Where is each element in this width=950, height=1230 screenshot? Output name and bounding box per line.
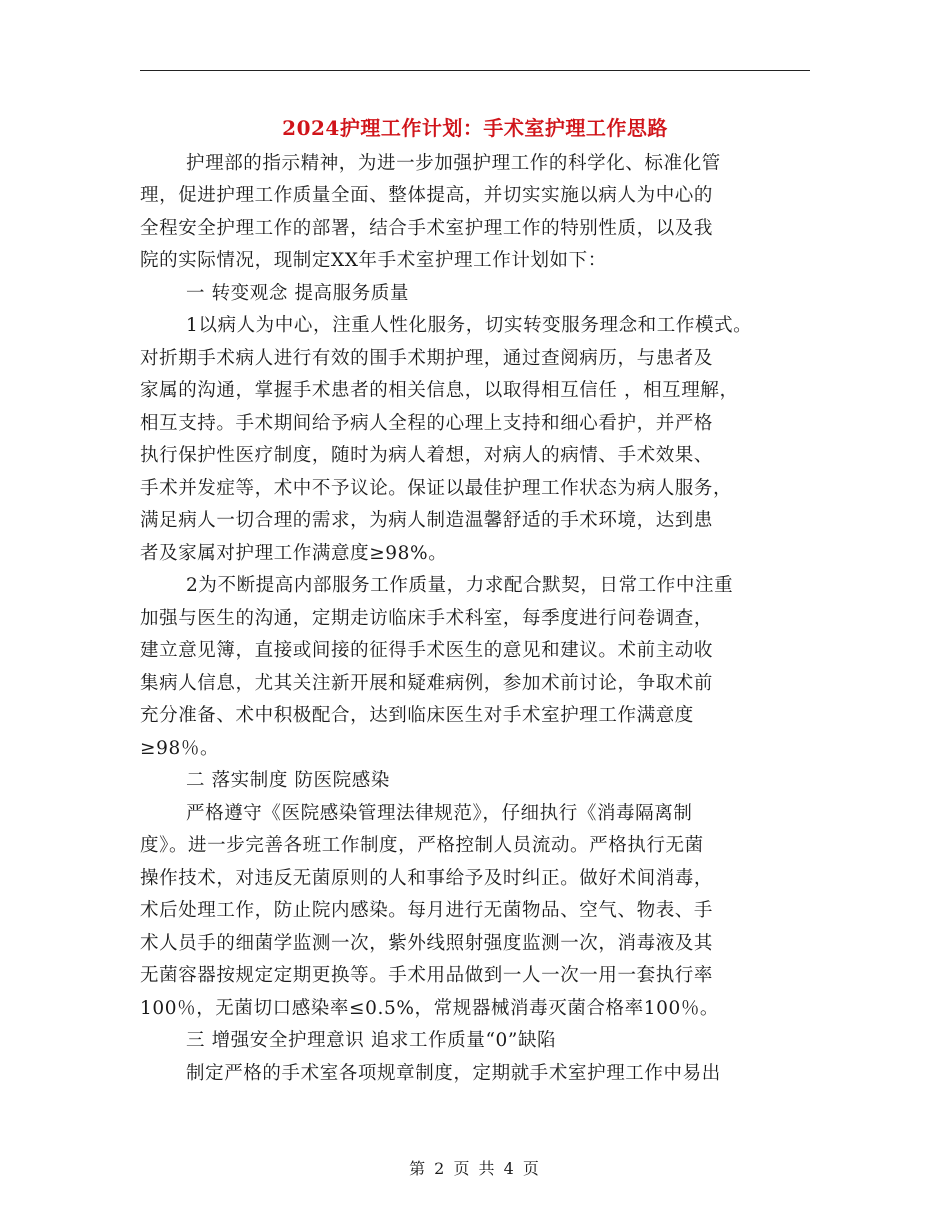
- body-line: 1以病人为中心，注重人性化服务，切实转变服务理念和工作模式。: [186, 315, 753, 336]
- body-line: 充分准备、术中积极配合，达到临床医生对手术室护理工作满意度: [140, 705, 694, 726]
- body-line: 制定严格的手术室各项规章制度，定期就手术室护理工作中易出: [186, 1063, 721, 1084]
- body-line: 度》。进一步完善各班工作制度，严格控制人员流动。严格执行无菌: [140, 835, 704, 856]
- body-line: ≥98％。: [140, 738, 220, 759]
- body-line: 严格遵守《医院感染管理法律规范》，仔细执行《消毒隔离制: [186, 803, 693, 824]
- header-rule: [140, 70, 810, 71]
- body-line: 术后处理工作，防止院内感染。每月进行无菌物品、空气、物表、手: [140, 900, 714, 921]
- body-line: 家属的沟通，掌握手术患者的相关信息，以取得相互信任 ，相互理解，: [140, 380, 739, 401]
- body-line: 术人员手的细菌学监测一次，紫外线照射强度监测一次，消毒液及其: [140, 933, 714, 954]
- page-footer: 第 2 页 共 4 页: [409, 1159, 541, 1178]
- body-line: 者及家属对护理工作满意度≥98%。: [140, 543, 448, 564]
- body-line: 护理部的指示精神，为进一步加强护理工作的科学化、标准化管: [186, 153, 721, 174]
- document-title: 2024护理工作计划：手术室护理工作思路: [282, 116, 668, 140]
- body-line: 2为不断提高内部服务工作质量，力求配合默契，日常工作中注重: [186, 575, 734, 596]
- body-line: 院的实际情况，现制定XX年手术室护理工作计划如下：: [140, 250, 607, 271]
- section-heading: 二 落实制度 防医院感染: [186, 770, 390, 791]
- body-line: 对折期手术病人进行有效的围手术期护理，通过查阅病历，与患者及: [140, 348, 714, 369]
- section-heading: 三 增强安全护理意识 追求工作质量“0”缺陷: [186, 1030, 557, 1051]
- body-line: 执行保护性医疗制度，随时为病人着想，对病人的病情、手术效果、: [140, 445, 714, 466]
- body-line: 无菌容器按规定定期更换等。手术用品做到一人一次一用一套执行率: [140, 965, 714, 986]
- section-heading: 一 转变观念 提高服务质量: [186, 283, 410, 304]
- body-line: 加强与医生的沟通，定期走访临床手术科室，每季度进行问卷调查，: [140, 608, 714, 629]
- body-line: 满足病人一切合理的需求，为病人制造温馨舒适的手术环境，达到患: [140, 510, 714, 531]
- body-line: 建立意见簿，直接或间接的征得手术医生的意见和建议。术前主动收: [140, 640, 714, 661]
- body-line: 相互支持。手术期间给予病人全程的心理上支持和细心看护，并严格: [140, 413, 714, 434]
- body-line: 操作技术，对违反无菌原则的人和事给予及时纠正。做好术间消毒，: [140, 868, 714, 889]
- body-line: 集病人信息，尤其关注新开展和疑难病例，参加术前讨论，争取术前: [140, 673, 714, 694]
- body-line: 理，促进护理工作质量全面、整体提高，并切实实施以病人为中心的: [140, 185, 714, 206]
- body-line: 全程安全护理工作的部署，结合手术室护理工作的特别性质，以及我: [140, 218, 714, 239]
- body-line: 手术并发症等，术中不予议论。保证以最佳护理工作状态为病人服务，: [140, 478, 733, 499]
- body-line: 100％，无菌切口感染率≤0.5%，常规器械消毒灭菌合格率100％。: [140, 998, 720, 1019]
